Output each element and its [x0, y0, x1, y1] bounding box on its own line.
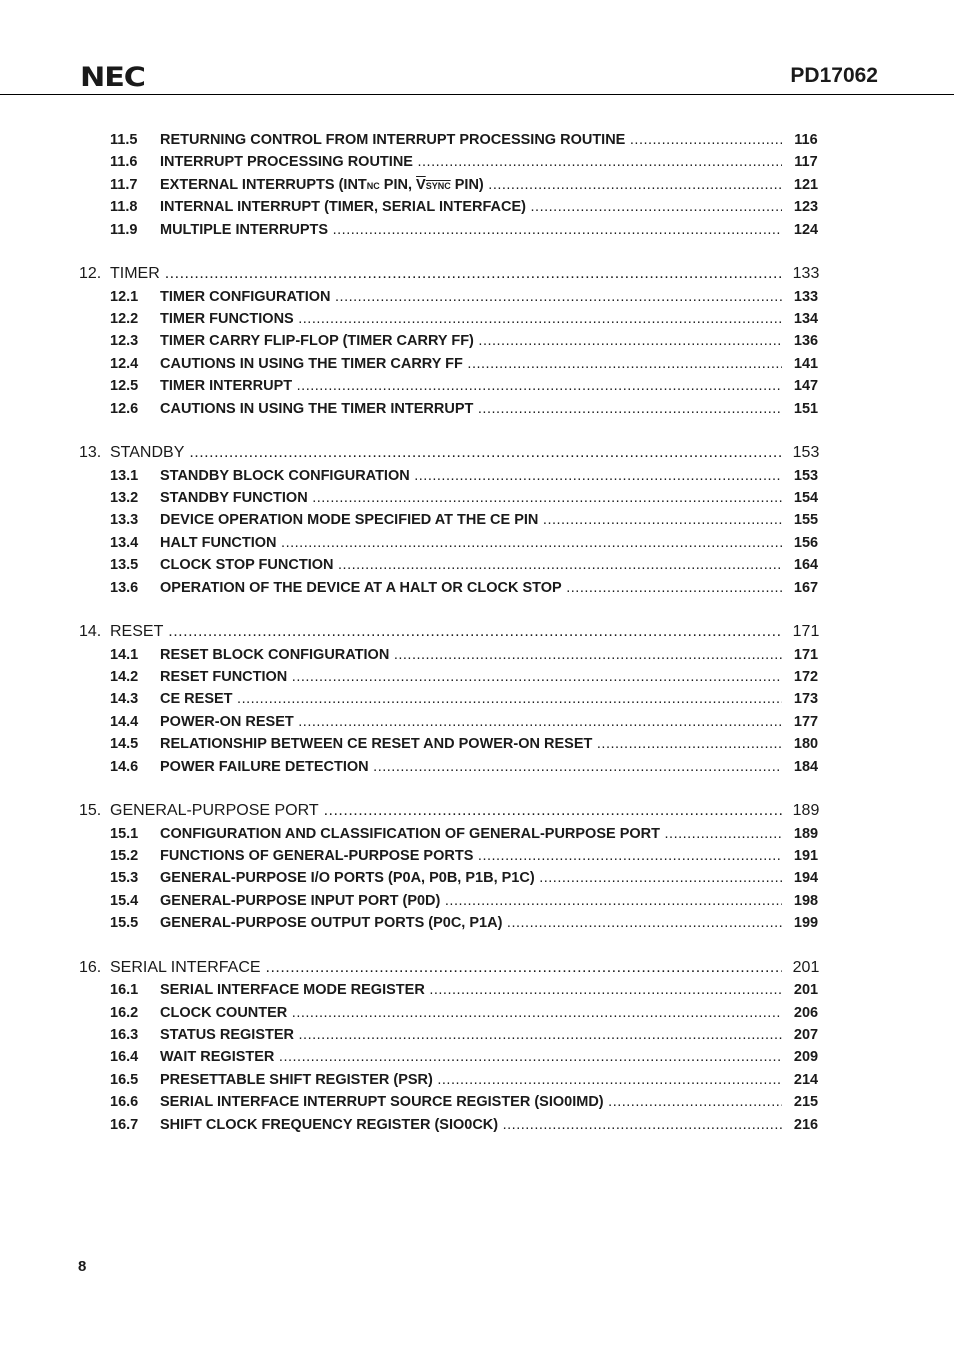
toc-entry-title	[160, 399, 782, 419]
toc-entry-title	[160, 1070, 782, 1090]
header-rule	[0, 94, 954, 95]
toc-entry-title	[160, 578, 782, 598]
toc-title-text: RETURNING CONTROL FROM INTERRUPT PROCESSING ROUTINE	[160, 132, 626, 148]
toc-entry-title	[160, 757, 782, 777]
toc-section-entry[interactable]	[0, 354, 954, 374]
toc-entry-number: 13.4	[110, 535, 139, 551]
toc-entry-number: 13.6	[110, 580, 139, 596]
toc-entry-title	[160, 220, 782, 240]
toc-entry-page: 133	[792, 265, 820, 282]
toc-entry-number: 14.5	[110, 736, 139, 752]
toc-section-entry[interactable]	[0, 734, 954, 754]
toc-section-entry[interactable]	[0, 645, 954, 665]
toc-entry-page: 184	[793, 759, 819, 775]
toc-entry-title	[160, 354, 782, 374]
toc-entry-number: 12.2	[110, 311, 139, 327]
toc-entry-page: 164	[793, 557, 819, 573]
toc-entry-number: 12.4	[110, 356, 139, 372]
toc-title-text: SERIAL INTERFACE MODE REGISTER	[160, 982, 425, 998]
toc-title-text: STANDBY FUNCTION	[160, 490, 308, 506]
toc-entry-title	[160, 980, 782, 1000]
toc-entry-title	[110, 958, 782, 978]
toc-title-text: CAUTIONS IN USING THE TIMER INTERRUPT	[160, 401, 474, 417]
toc-section-entry[interactable]	[0, 891, 954, 911]
toc-entry-page: 151	[793, 401, 819, 417]
toc-entry-title	[160, 533, 782, 553]
toc-entry-page: 201	[792, 959, 820, 976]
toc-entry-page: 206	[793, 1005, 819, 1021]
toc-entry-page: 207	[793, 1027, 819, 1043]
toc-section-entry[interactable]	[0, 1003, 954, 1023]
toc-entry-number: 13.2	[110, 490, 139, 506]
toc-entry-number: 15.4	[110, 893, 139, 909]
toc-title-text: RESET	[110, 623, 164, 640]
toc-entry-number: 11.9	[110, 222, 138, 238]
toc-section-entry[interactable]	[0, 331, 954, 351]
toc-section-entry[interactable]	[0, 1115, 954, 1135]
toc-section-entry[interactable]	[0, 1047, 954, 1067]
toc-section-entry[interactable]	[0, 555, 954, 575]
toc-entry-page: 136	[793, 333, 819, 349]
toc-entry-page: 189	[793, 826, 819, 842]
toc-entry-page: 124	[793, 222, 819, 238]
toc-title-text: FUNCTIONS OF GENERAL-PURPOSE PORTS	[160, 848, 474, 864]
toc-title-text: GENERAL-PURPOSE I/O PORTS (P0A, P0B, P1B, P1C)	[160, 870, 535, 886]
toc-title-text: TIMER	[110, 265, 160, 282]
toc-title-fragment: EXTERNAL INTERRUPTS (INT	[160, 177, 367, 193]
toc-section-entry[interactable]	[0, 533, 954, 553]
toc-entry-title	[160, 667, 782, 687]
toc-entry-page: 156	[793, 535, 819, 551]
toc-entry-page: 194	[793, 870, 819, 886]
toc-title-text: SERIAL INTERFACE	[110, 959, 261, 976]
toc-title-text: GENERAL-PURPOSE OUTPUT PORTS (P0C, P1A)	[160, 915, 503, 931]
toc-entry-number: 13.1	[110, 468, 139, 484]
toc-entry-title	[160, 510, 782, 530]
toc-entry-page: 177	[793, 714, 819, 730]
toc-title-text: STANDBY BLOCK CONFIGURATION	[160, 468, 410, 484]
toc-chapter-entry[interactable]	[0, 264, 954, 284]
toc-entry-number: 16.	[79, 959, 102, 976]
toc-section-entry[interactable]	[0, 152, 954, 172]
toc-entry-number: 16.1	[110, 982, 139, 998]
toc-entry-title	[160, 1115, 782, 1135]
toc-entry-number: 11.5	[110, 132, 138, 148]
toc-entry-title	[160, 689, 782, 709]
toc-section-entry[interactable]	[0, 376, 954, 396]
toc-section-entry[interactable]	[0, 667, 954, 687]
toc-entry-page: 167	[793, 580, 819, 596]
nec-logo: NEC	[80, 62, 145, 93]
toc-entry-number: 15.5	[110, 915, 139, 931]
toc-entry-title	[160, 734, 782, 754]
toc-entry-number: 16.3	[110, 1027, 139, 1043]
toc-title-text: PRESETTABLE SHIFT REGISTER (PSR)	[160, 1072, 433, 1088]
toc-title-text: POWER-ON RESET	[160, 714, 294, 730]
toc-entry-title	[160, 868, 782, 888]
toc-section-entry[interactable]	[0, 980, 954, 1000]
toc-entry-page: 171	[792, 623, 820, 640]
toc-chapter-entry[interactable]	[0, 958, 954, 978]
toc-entry-title	[160, 376, 782, 396]
toc-entry-page: 209	[793, 1049, 819, 1065]
toc-section-entry[interactable]	[0, 466, 954, 486]
toc-title-text: CLOCK COUNTER	[160, 1005, 288, 1021]
toc-section-entry[interactable]	[0, 824, 954, 844]
toc-title-text: TIMER CONFIGURATION	[160, 289, 331, 305]
toc-title-text: TIMER FUNCTIONS	[160, 311, 294, 327]
toc-entry-page: 134	[793, 311, 819, 327]
toc-title-text: TIMER CARRY FLIP-FLOP (TIMER CARRY FF)	[160, 333, 474, 349]
toc-entry-title	[160, 130, 782, 150]
toc-entry-number: 16.2	[110, 1005, 139, 1021]
toc-entry-title	[160, 1003, 782, 1023]
toc-title-text: GENERAL-PURPOSE PORT	[110, 802, 319, 819]
toc-entry-title	[160, 287, 782, 307]
toc-chapter-entry[interactable]	[0, 801, 954, 821]
page-number: 8	[78, 1258, 87, 1275]
toc-entry-number: 11.7	[110, 177, 138, 193]
toc-section-entry[interactable]	[0, 399, 954, 419]
toc-entry-number: 14.3	[110, 691, 139, 707]
toc-section-entry[interactable]	[0, 689, 954, 709]
toc-entry-title	[160, 175, 782, 196]
toc-title-text: POWER FAILURE DETECTION	[160, 759, 369, 775]
toc-title-text: RESET BLOCK CONFIGURATION	[160, 647, 390, 663]
toc-entry-page: 201	[793, 982, 819, 998]
toc-entry-number: 14.1	[110, 647, 139, 663]
toc-entry-title	[110, 622, 782, 642]
toc-entry-title	[160, 712, 782, 732]
toc-section-entry[interactable]	[0, 287, 954, 307]
toc-section-entry[interactable]	[0, 1092, 954, 1112]
toc-entry-number: 12.6	[110, 401, 139, 417]
toc-title-text: STATUS REGISTER	[160, 1027, 294, 1043]
toc-entry-page: 216	[793, 1117, 819, 1133]
toc-entry-number: 13.5	[110, 557, 139, 573]
toc-entry-number: 12.3	[110, 333, 139, 349]
toc-title-text: HALT FUNCTION	[160, 535, 277, 551]
toc-entry-number: 16.6	[110, 1094, 139, 1110]
toc-entry-title	[160, 152, 782, 172]
toc-title-text: CE RESET	[160, 691, 233, 707]
toc-entry-number: 12.	[79, 265, 102, 282]
toc-entry-title	[160, 331, 782, 351]
toc-entry-page: 153	[792, 444, 820, 461]
toc-entry-number: 12.5	[110, 378, 139, 394]
toc-entry-title	[160, 891, 782, 911]
toc-entry-title	[160, 846, 782, 866]
toc-entry-title	[160, 1025, 782, 1045]
toc-entry-title	[160, 824, 782, 844]
toc-title-text: MULTIPLE INTERRUPTS	[160, 222, 329, 238]
toc-entry-page: 191	[793, 848, 819, 864]
toc-section-entry[interactable]	[0, 846, 954, 866]
toc-entry-page: 180	[793, 736, 819, 752]
toc-entry-title	[160, 555, 782, 575]
toc-entry-title	[110, 801, 782, 821]
toc-title-text: WAIT REGISTER	[160, 1049, 275, 1065]
toc-entry-page: 141	[793, 356, 819, 372]
toc-section-entry[interactable]	[0, 913, 954, 933]
toc-entry-number: 12.1	[110, 289, 139, 305]
toc-title-text: OPERATION OF THE DEVICE AT A HALT OR CLOCK STOP	[160, 580, 562, 596]
toc-title-text: SHIFT CLOCK FREQUENCY REGISTER (SIO0CK)	[160, 1117, 499, 1133]
toc-section-entry[interactable]	[0, 1025, 954, 1045]
toc-entry-page: 123	[793, 199, 819, 215]
toc-title-text: CAUTIONS IN USING THE TIMER CARRY FF	[160, 356, 463, 372]
toc-title-text: CLOCK STOP FUNCTION	[160, 557, 334, 573]
toc-title-fragment: SYNC	[425, 181, 451, 191]
toc-title-text: INTERNAL INTERRUPT (TIMER, SERIAL INTERFACE)	[160, 199, 526, 215]
toc-chapter-entry[interactable]	[0, 443, 954, 463]
toc-title-text: STANDBY	[110, 444, 185, 461]
toc-entry-page: 171	[793, 647, 819, 663]
toc-entry-page: 189	[792, 802, 820, 819]
toc-section-entry[interactable]	[0, 130, 954, 150]
toc-entry-number: 11.6	[110, 154, 138, 170]
toc-title-fragment: $\overline{V}$	[416, 177, 426, 193]
toc-entry-title	[160, 645, 782, 665]
toc-section-entry[interactable]	[0, 1070, 954, 1090]
toc-entry-title	[160, 913, 782, 933]
toc-entry-page: 153	[793, 468, 819, 484]
toc-entry-number: 16.7	[110, 1117, 139, 1133]
toc-entry-page: 214	[793, 1072, 819, 1088]
toc-section-entry[interactable]	[0, 510, 954, 530]
toc-entry-number: 14.	[79, 623, 102, 640]
toc-entry-page: 116	[794, 132, 818, 148]
toc-section-entry[interactable]	[0, 868, 954, 888]
toc-section-entry[interactable]	[0, 309, 954, 329]
toc-title-text: GENERAL-PURPOSE INPUT PORT (P0D)	[160, 893, 441, 909]
toc-entry-page: 133	[793, 289, 819, 305]
toc-entry-number: 15.1	[110, 826, 139, 842]
toc-entry-page: 147	[793, 378, 819, 394]
toc-title-text: INTERRUPT PROCESSING ROUTINE	[160, 154, 413, 170]
toc-entry-page: 117	[794, 154, 818, 170]
toc-entry-number: 15.2	[110, 848, 139, 864]
toc-entry-number: 14.2	[110, 669, 139, 685]
toc-entry-page: 155	[793, 512, 819, 528]
toc-entry-title	[160, 488, 782, 508]
toc-title-text: RESET FUNCTION	[160, 669, 288, 685]
toc-title-text: TIMER INTERRUPT	[160, 378, 293, 394]
toc-entry-number: 11.8	[110, 199, 138, 215]
toc-section-entry[interactable]	[0, 197, 954, 217]
toc-section-entry[interactable]	[0, 712, 954, 732]
toc-entry-page: 154	[793, 490, 819, 506]
toc-title-fragment: PIN)	[450, 177, 484, 193]
toc-entry-number: 16.5	[110, 1072, 139, 1088]
toc-section-entry[interactable]	[0, 220, 954, 240]
toc-title-text: SERIAL INTERFACE INTERRUPT SOURCE REGISTER (SIO0IMD)	[160, 1094, 604, 1110]
toc-entry-title	[160, 309, 782, 329]
toc-entry-page: 172	[793, 669, 819, 685]
toc-entry-page: 173	[793, 691, 819, 707]
toc-entry-page: 215	[793, 1094, 819, 1110]
toc-entry-number: 15.3	[110, 870, 139, 886]
toc-section-entry[interactable]	[0, 757, 954, 777]
document-id: PD17062	[790, 64, 878, 87]
toc-section-entry[interactable]	[0, 578, 954, 598]
toc-entry-page: 198	[793, 893, 819, 909]
toc-section-entry[interactable]	[0, 488, 954, 508]
toc-entry-number: 13.	[79, 444, 102, 461]
toc-entry-title	[160, 466, 782, 486]
toc-entry-title	[160, 197, 782, 217]
toc-title-text: RELATIONSHIP BETWEEN CE RESET AND POWER-ON RESET	[160, 736, 593, 752]
toc-title-fragment: NC	[366, 181, 380, 191]
toc-section-entry[interactable]	[0, 175, 954, 195]
toc-entry-title	[110, 443, 782, 463]
toc-title-text: CONFIGURATION AND CLASSIFICATION OF GENERAL-PURPOSE PORT	[160, 826, 660, 842]
toc-entry-number: 13.3	[110, 512, 139, 528]
toc-chapter-entry[interactable]	[0, 622, 954, 642]
toc-entry-title	[160, 1092, 782, 1112]
toc-entry-number: 14.6	[110, 759, 139, 775]
toc-entry-title	[110, 264, 782, 284]
toc-entry-title	[160, 1047, 782, 1067]
toc-entry-number: 14.4	[110, 714, 139, 730]
toc-entry-page: 121	[793, 177, 819, 193]
page-header	[0, 0, 954, 96]
toc-title-fragment: PIN,	[379, 177, 417, 193]
toc-title-text: DEVICE OPERATION MODE SPECIFIED AT THE CE PIN	[160, 512, 539, 528]
toc-entry-number: 15.	[79, 802, 102, 819]
toc-entry-number: 16.4	[110, 1049, 139, 1065]
toc-entry-page: 199	[793, 915, 819, 931]
